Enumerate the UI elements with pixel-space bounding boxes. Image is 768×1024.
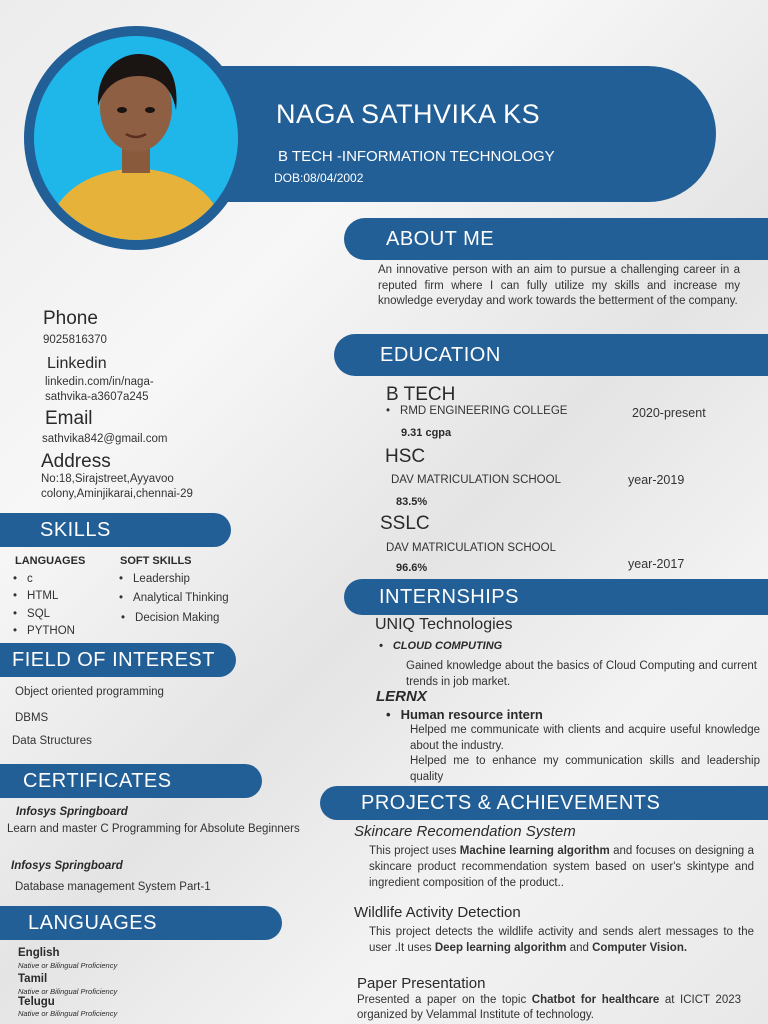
internship-text: Helped me to enhance my communication skills and leadership quality [410, 755, 760, 783]
skill-language-item: • HTML [13, 590, 58, 602]
project-text: This project detects the wildlife activity and sends alert messages to the user .It uses [369, 926, 754, 954]
candidate-dob: DOB:08/04/2002 [274, 171, 364, 185]
certificate-text: Database management System Part-1 [15, 881, 211, 893]
certificate-org: Infosys Springboard [11, 860, 123, 872]
language-level: Native or Bilingual Proficiency [18, 961, 118, 970]
certificate-org: Infosys Springboard [16, 806, 128, 818]
edu-hsc-score: 83.5% [396, 496, 428, 508]
interest-item: Data Structures [12, 735, 92, 747]
edu-sslc-title: SSLC [380, 513, 430, 534]
language-level: Native or Bilingual Proficiency [18, 987, 118, 996]
contact-email-label: Email [45, 408, 93, 429]
project-text: Presented a paper on the topic [357, 994, 532, 1006]
about-header [344, 218, 768, 260]
contact-address-1: No:18,Sirajstreet,Ayyavoo [41, 473, 174, 485]
interest-title: FIELD OF INTEREST [12, 648, 215, 671]
projects-title: PROJECTS & ACHIEVEMENTS [361, 791, 661, 814]
edu-sslc-year: year-2017 [628, 557, 685, 571]
education-header [334, 334, 768, 376]
project-text: and focuses on designing a skincare product recommendation system based on user's skintype and ingredient composition of the product.. [369, 845, 754, 889]
project-title: Skincare Recomendation System [354, 823, 576, 840]
skill-soft-item: • Leadership [119, 573, 190, 585]
interest-item: DBMS [15, 712, 49, 724]
project-description [369, 924, 754, 956]
edu-btech-score: 9.31 cgpa [401, 427, 452, 439]
edu-btech-school: • RMD ENGINEERING COLLEGE [386, 405, 567, 417]
edu-sslc-school: DAV MATRICULATION SCHOOL [386, 542, 556, 554]
language-name: Tamil [18, 973, 48, 985]
contact-linkedin-label: Linkedin [47, 355, 107, 372]
skill-language-item: • PYTHON [13, 625, 75, 637]
interest-header [0, 643, 236, 677]
about-title: ABOUT ME [386, 227, 495, 250]
internships-title: INTERNSHIPS [379, 585, 519, 608]
languages-header [0, 906, 282, 940]
edu-btech-title: B TECH [386, 384, 456, 405]
project-highlight: Chatbot for healthcare [531, 994, 660, 1006]
skills-languages-label: LANGUAGES [15, 555, 86, 567]
project-text: and [566, 942, 593, 954]
internship-company: UNIQ Technologies [375, 616, 513, 633]
skills-soft-label: SOFT SKILLS [120, 555, 192, 567]
certificates-header [0, 764, 262, 798]
candidate-degree: B TECH -INFORMATION TECHNOLOGY [278, 148, 555, 165]
projects-header [320, 786, 768, 820]
project-title: Paper Presentation [357, 975, 486, 992]
languages-title: LANGUAGES [28, 911, 157, 934]
profile-photo [24, 26, 248, 250]
skills-title: SKILLS [40, 518, 111, 541]
skill-soft-item: • Decision Making [121, 612, 219, 624]
candidate-name: NAGA SATHVIKA KS [276, 99, 541, 129]
internship-text: Helped me communicate with clients and acquire useful knowledge about the industry. [410, 724, 760, 752]
contact-phone: 9025816370 [43, 334, 107, 346]
project-description [369, 843, 754, 891]
project-text: at ICICT 2023 organized by Velammal Institute of technology. [357, 994, 742, 1021]
project-description [357, 993, 741, 1023]
interest-item: Object oriented programming [15, 686, 164, 698]
language-name: English [18, 947, 60, 959]
language-level: Native or Bilingual Proficiency [18, 1009, 118, 1018]
skills-header [0, 513, 231, 547]
project-text: This project uses [369, 845, 460, 857]
project-highlight: Deep learning algorithm [434, 942, 567, 954]
internship-role: • CLOUD COMPUTING [379, 640, 502, 652]
contact-phone-label: Phone [43, 308, 98, 329]
contact-linkedin-2: sathvika-a3607a245 [45, 391, 149, 403]
education-title: EDUCATION [380, 343, 501, 366]
edu-hsc-year: year-2019 [628, 473, 685, 487]
edu-hsc-title: HSC [385, 446, 426, 467]
internships-header [344, 579, 768, 615]
skill-language-item: • c [13, 573, 33, 585]
skill-language-item: • SQL [13, 608, 50, 620]
edu-sslc-score: 96.6% [396, 562, 428, 574]
skill-soft-item: • Analytical Thinking [119, 592, 229, 604]
internship-text: Gained knowledge about the basics of Cloud Computing and current trends in job market. [406, 660, 757, 688]
contact-address-label: Address [41, 451, 111, 472]
project-highlight: Machine learning algorithm [459, 845, 610, 857]
edu-btech-year: 2020-present [632, 406, 706, 420]
edu-hsc-school: DAV MATRICULATION SCHOOL [391, 474, 561, 486]
internship-company: LERNX [376, 688, 427, 705]
internship-role: • Human resource intern [386, 707, 543, 722]
project-title: Wildlife Activity Detection [354, 904, 521, 921]
project-highlight: Computer Vision. [592, 942, 688, 954]
contact-address-2: colony,Aminjikarai,chennai-29 [41, 488, 193, 500]
contact-email: sathvika842@gmail.com [42, 433, 168, 445]
certificates-title: CERTIFICATES [23, 769, 172, 792]
language-name: Telugu [18, 996, 55, 1008]
about-text: An innovative person with an aim to pursue a challenging career in a reputed firm where I can fully utilize my skills and increase my knowledge everyday and work towards the betterment of the company. [378, 264, 740, 307]
contact-linkedin-1: linkedin.com/in/naga- [45, 376, 154, 388]
certificate-text: Learn and master C Programming for Absolute Beginners [7, 823, 300, 835]
